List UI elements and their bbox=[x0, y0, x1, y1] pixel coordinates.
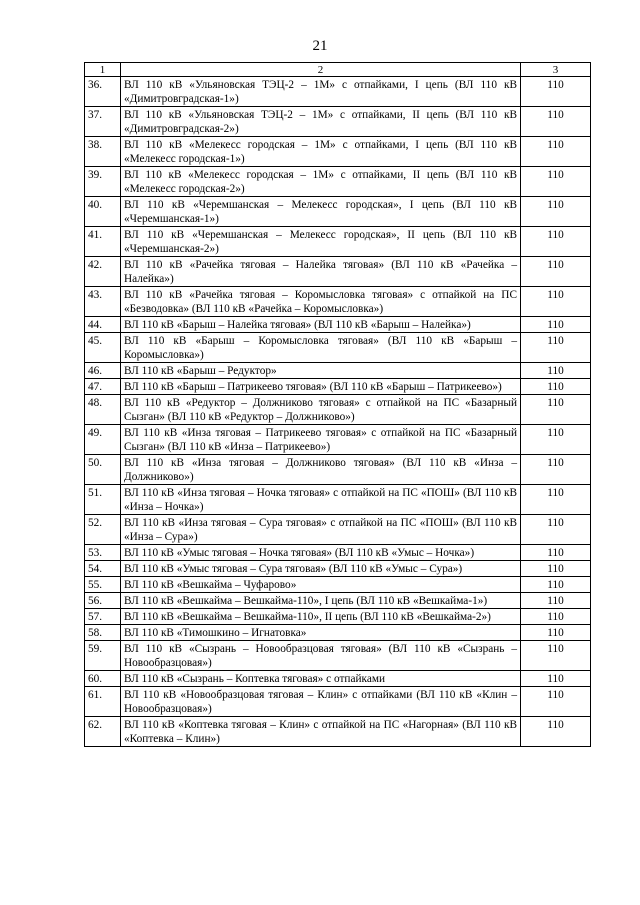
line-description: ВЛ 110 кВ «Барыш – Налейка тяговая» (ВЛ 110 кВ «Барыш – Налейка») bbox=[121, 317, 521, 333]
table-row bbox=[85, 137, 591, 167]
row-number: 50. bbox=[85, 455, 121, 485]
voltage-class: 110 bbox=[521, 287, 591, 317]
voltage-class: 110 bbox=[521, 561, 591, 577]
row-number: 37. bbox=[85, 107, 121, 137]
voltage-class: 110 bbox=[521, 167, 591, 197]
line-description: ВЛ 110 кВ «Инза тяговая – Ночка тяговая» с отпайкой на ПС «ПОШ» (ВЛ 110 кВ «Инза – Ночка») bbox=[121, 485, 521, 515]
voltage-class: 110 bbox=[521, 107, 591, 137]
line-description: ВЛ 110 кВ «Инза тяговая – Сура тяговая» с отпайкой на ПС «ПОШ» (ВЛ 110 кВ «Инза – Сура») bbox=[121, 515, 521, 545]
line-description: ВЛ 110 кВ «Сызрань – Новообразцовая тяговая» (ВЛ 110 кВ «Сызрань – Новообразцовая») bbox=[121, 641, 521, 671]
row-number: 49. bbox=[85, 425, 121, 455]
row-number: 46. bbox=[85, 363, 121, 379]
row-number: 62. bbox=[85, 717, 121, 747]
row-number: 54. bbox=[85, 561, 121, 577]
table-row bbox=[85, 577, 591, 593]
voltage-class: 110 bbox=[521, 379, 591, 395]
voltage-class: 110 bbox=[521, 77, 591, 107]
column-header-description: 2 bbox=[121, 63, 521, 77]
row-number: 61. bbox=[85, 687, 121, 717]
voltage-class: 110 bbox=[521, 137, 591, 167]
line-description: ВЛ 110 кВ «Вешкайма – Вешкайма-110», I цепь (ВЛ 110 кВ «Вешкайма-1») bbox=[121, 593, 521, 609]
line-description: ВЛ 110 кВ «Умыс тяговая – Ночка тяговая» (ВЛ 110 кВ «Умыс – Ночка») bbox=[121, 545, 521, 561]
table-row bbox=[85, 317, 591, 333]
row-number: 41. bbox=[85, 227, 121, 257]
voltage-class: 110 bbox=[521, 363, 591, 379]
table-row bbox=[85, 671, 591, 687]
line-description: ВЛ 110 кВ «Сызрань – Коптевка тяговая» с отпайками bbox=[121, 671, 521, 687]
voltage-class: 110 bbox=[521, 577, 591, 593]
voltage-class: 110 bbox=[521, 609, 591, 625]
voltage-class: 110 bbox=[521, 395, 591, 425]
row-number: 45. bbox=[85, 333, 121, 363]
line-description: ВЛ 110 кВ «Черемшанская – Мелекесс городская», I цепь (ВЛ 110 кВ «Черемшанская-1») bbox=[121, 197, 521, 227]
column-header-number: 1 bbox=[85, 63, 121, 77]
table-row bbox=[85, 485, 591, 515]
row-number: 52. bbox=[85, 515, 121, 545]
line-description: ВЛ 110 кВ «Умыс тяговая – Сура тяговая» (ВЛ 110 кВ «Умыс – Сура») bbox=[121, 561, 521, 577]
line-description: ВЛ 110 кВ «Мелекесс городская – 1М» с отпайками, II цепь (ВЛ 110 кВ «Мелекесс городская-2») bbox=[121, 167, 521, 197]
table-row bbox=[85, 609, 591, 625]
row-number: 55. bbox=[85, 577, 121, 593]
row-number: 56. bbox=[85, 593, 121, 609]
line-description: ВЛ 110 кВ «Рачейка тяговая – Коромысловка тяговая» с отпайкой на ПС «Безводовка» (ВЛ 110 кВ «Рачейка – Коромысловка») bbox=[121, 287, 521, 317]
row-number: 38. bbox=[85, 137, 121, 167]
line-description: ВЛ 110 кВ «Барыш – Коромысловка тяговая» (ВЛ 110 кВ «Барыш – Коромысловка») bbox=[121, 333, 521, 363]
table-row bbox=[85, 717, 591, 747]
table-row bbox=[85, 687, 591, 717]
row-number: 57. bbox=[85, 609, 121, 625]
voltage-class: 110 bbox=[521, 425, 591, 455]
voltage-class: 110 bbox=[521, 227, 591, 257]
voltage-class: 110 bbox=[521, 455, 591, 485]
line-description: ВЛ 110 кВ «Вешкайма – Вешкайма-110», II цепь (ВЛ 110 кВ «Вешкайма-2») bbox=[121, 609, 521, 625]
row-number: 58. bbox=[85, 625, 121, 641]
voltage-class: 110 bbox=[521, 593, 591, 609]
voltage-class: 110 bbox=[521, 687, 591, 717]
voltage-class: 110 bbox=[521, 671, 591, 687]
line-description: ВЛ 110 кВ «Инза тяговая – Должниково тяговая» (ВЛ 110 кВ «Инза – Должниково») bbox=[121, 455, 521, 485]
table-row bbox=[85, 257, 591, 287]
voltage-class: 110 bbox=[521, 717, 591, 747]
table-row bbox=[85, 641, 591, 671]
table-row bbox=[85, 561, 591, 577]
line-description: ВЛ 110 кВ «Рачейка тяговая – Налейка тяговая» (ВЛ 110 кВ «Рачейка – Налейка») bbox=[121, 257, 521, 287]
column-header-voltage: 3 bbox=[521, 63, 591, 77]
table-row bbox=[85, 77, 591, 107]
line-description: ВЛ 110 кВ «Ульяновская ТЭЦ-2 – 1М» с отпайками, I цепь (ВЛ 110 кВ «Димитровградская-1») bbox=[121, 77, 521, 107]
table-row bbox=[85, 425, 591, 455]
row-number: 42. bbox=[85, 257, 121, 287]
row-number: 44. bbox=[85, 317, 121, 333]
power-lines-table bbox=[84, 62, 591, 747]
table-row bbox=[85, 363, 591, 379]
row-number: 36. bbox=[85, 77, 121, 107]
row-number: 53. bbox=[85, 545, 121, 561]
row-number: 60. bbox=[85, 671, 121, 687]
line-description: ВЛ 110 кВ «Редуктор – Должниково тяговая» с отпайкой на ПС «Базарный Сызган» (ВЛ 110 кВ «Редуктор – Должниково») bbox=[121, 395, 521, 425]
table-row bbox=[85, 287, 591, 317]
line-description: ВЛ 110 кВ «Барыш – Патрикеево тяговая» (ВЛ 110 кВ «Барыш – Патрикеево») bbox=[121, 379, 521, 395]
table-row bbox=[85, 455, 591, 485]
line-description: ВЛ 110 кВ «Черемшанская – Мелекесс городская», II цепь (ВЛ 110 кВ «Черемшанская-2») bbox=[121, 227, 521, 257]
table-row bbox=[85, 227, 591, 257]
line-description: ВЛ 110 кВ «Барыш – Редуктор» bbox=[121, 363, 521, 379]
voltage-class: 110 bbox=[521, 257, 591, 287]
table-body bbox=[85, 77, 591, 747]
line-description: ВЛ 110 кВ «Коптевка тяговая – Клин» с отпайкой на ПС «Нагорная» (ВЛ 110 кВ «Коптевка – Клин») bbox=[121, 717, 521, 747]
table-row bbox=[85, 107, 591, 137]
table-row bbox=[85, 333, 591, 363]
voltage-class: 110 bbox=[521, 515, 591, 545]
table-header-row bbox=[85, 63, 591, 77]
voltage-class: 110 bbox=[521, 317, 591, 333]
table-row bbox=[85, 515, 591, 545]
table-row bbox=[85, 593, 591, 609]
table-row bbox=[85, 197, 591, 227]
line-description: ВЛ 110 кВ «Инза тяговая – Патрикеево тяговая» с отпайкой на ПС «Базарный Сызган» (ВЛ 110 кВ «Инза – Патрикеево») bbox=[121, 425, 521, 455]
voltage-class: 110 bbox=[521, 545, 591, 561]
voltage-class: 110 bbox=[521, 641, 591, 671]
table-row bbox=[85, 545, 591, 561]
line-description: ВЛ 110 кВ «Ульяновская ТЭЦ-2 – 1М» с отпайками, II цепь (ВЛ 110 кВ «Димитровградская-2») bbox=[121, 107, 521, 137]
row-number: 40. bbox=[85, 197, 121, 227]
row-number: 51. bbox=[85, 485, 121, 515]
table-row bbox=[85, 167, 591, 197]
line-description: ВЛ 110 кВ «Новообразцовая тяговая – Клин» с отпайками (ВЛ 110 кВ «Клин – Новообразцовая») bbox=[121, 687, 521, 717]
row-number: 47. bbox=[85, 379, 121, 395]
row-number: 43. bbox=[85, 287, 121, 317]
table-row bbox=[85, 625, 591, 641]
row-number: 59. bbox=[85, 641, 121, 671]
table-row bbox=[85, 395, 591, 425]
line-description: ВЛ 110 кВ «Мелекесс городская – 1М» с отпайками, I цепь (ВЛ 110 кВ «Мелекесс городская-1») bbox=[121, 137, 521, 167]
voltage-class: 110 bbox=[521, 333, 591, 363]
voltage-class: 110 bbox=[521, 197, 591, 227]
voltage-class: 110 bbox=[521, 485, 591, 515]
table-row bbox=[85, 379, 591, 395]
line-description: ВЛ 110 кВ «Вешкайма – Чуфарово» bbox=[121, 577, 521, 593]
page-number: 21 bbox=[312, 38, 328, 54]
row-number: 39. bbox=[85, 167, 121, 197]
line-description: ВЛ 110 кВ «Тимошкино – Игнатовка» bbox=[121, 625, 521, 641]
voltage-class: 110 bbox=[521, 625, 591, 641]
row-number: 48. bbox=[85, 395, 121, 425]
